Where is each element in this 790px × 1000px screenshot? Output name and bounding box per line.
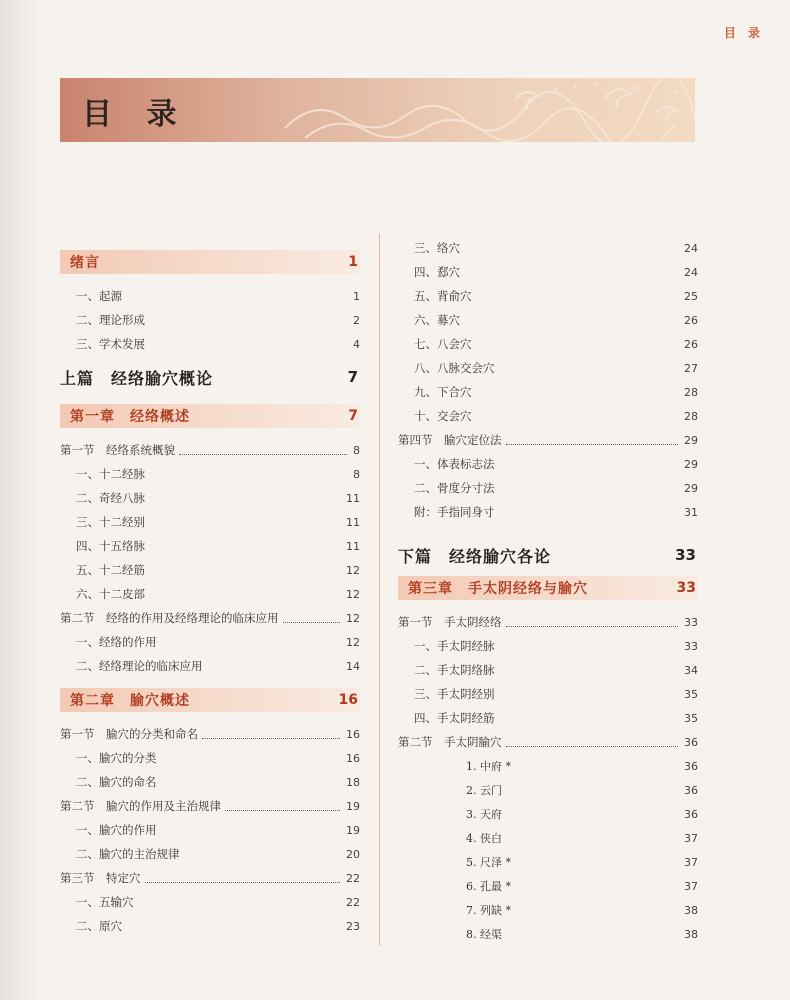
page-number: 19 (346, 823, 360, 837)
toc-entry[interactable] (60, 842, 360, 866)
page-number: 16 (346, 727, 360, 741)
toc-entry[interactable] (398, 356, 698, 380)
entry-label: 4. 侠白 (466, 832, 502, 845)
toc-part-1[interactable] (60, 360, 360, 394)
entry-label: 四、手太阴经筋 (414, 711, 495, 725)
chapter-title: 第三章 手太阴经络与腧穴 (408, 581, 588, 597)
page-number: 24 (684, 241, 698, 255)
toc-chapter-1[interactable] (60, 404, 360, 428)
page-gutter-shadow (0, 0, 40, 1000)
chapter-title: 绪言 (70, 255, 100, 271)
entry-label: 五、背俞穴 (414, 289, 472, 303)
entry-label: 1. 中府 * (466, 760, 511, 773)
section-label: 第二节 手太阴腧穴 (398, 735, 502, 749)
section-label: 第四节 腧穴定位法 (398, 433, 502, 447)
entry-label: 二、腧穴的命名 (76, 775, 157, 789)
dot-leader (506, 738, 679, 747)
entry-label: 一、经络的作用 (76, 635, 157, 649)
page-number: 38 (684, 927, 698, 941)
section-label: 第一节 经络系统概貌 (60, 443, 175, 457)
page-number: 8 (353, 443, 360, 457)
page-number: 28 (684, 385, 698, 399)
toc-entry[interactable] (398, 706, 698, 730)
page-number: 18 (346, 775, 360, 789)
page-number: 11 (346, 515, 360, 529)
page-number: 29 (684, 457, 698, 471)
entry-label: 三、十二经别 (76, 515, 145, 529)
page-number: 28 (684, 409, 698, 423)
toc-acupoint-entry[interactable] (398, 826, 698, 850)
page-number: 22 (346, 895, 360, 909)
toc-entry[interactable] (398, 332, 698, 356)
wave-ornament-icon (275, 78, 695, 142)
toc-acupoint-entry[interactable] (398, 922, 698, 946)
toc-entry[interactable] (60, 770, 360, 794)
toc-entry[interactable] (398, 476, 698, 500)
page-number: 37 (684, 879, 698, 893)
page-number: 20 (346, 847, 360, 861)
entry-label: 二、手太阴络脉 (414, 663, 495, 677)
toc-chapter-2[interactable] (60, 688, 360, 712)
toc-entry[interactable] (60, 332, 360, 356)
toc-acupoint-entry[interactable] (398, 754, 698, 778)
entry-label: 6. 孔最 * (466, 880, 511, 893)
toc-left-column (60, 250, 360, 938)
toc-section[interactable] (398, 730, 698, 754)
page-number: 36 (684, 735, 698, 749)
toc-entry[interactable] (398, 260, 698, 284)
entry-label: 一、体表标志法 (414, 457, 495, 471)
page-title: 目 录 (82, 97, 189, 132)
page-number: 24 (684, 265, 698, 279)
dot-leader (145, 874, 341, 883)
entry-label: 三、学术发展 (76, 337, 145, 351)
dot-leader (283, 614, 341, 623)
entry-label: 二、原穴 (76, 919, 122, 933)
section-label: 第二节 腧穴的作用及主治规律 (60, 799, 221, 813)
toc-section[interactable] (60, 438, 360, 462)
toc-entry[interactable] (60, 308, 360, 332)
page-number: 37 (684, 831, 698, 845)
page-number: 33 (684, 639, 698, 653)
entry-label: 七、八会穴 (414, 337, 472, 351)
entry-label: 一、手太阴经脉 (414, 639, 495, 653)
page-number: 29 (684, 481, 698, 495)
page-number: 1 (348, 254, 358, 270)
toc-acupoint-entry[interactable] (398, 874, 698, 898)
toc-entry[interactable] (398, 500, 698, 524)
page-number: 7 (347, 368, 358, 386)
dot-leader (202, 730, 340, 739)
toc-section[interactable] (398, 428, 698, 452)
dot-leader (506, 618, 679, 627)
page-number: 23 (346, 919, 360, 933)
page-number: 31 (684, 505, 698, 519)
column-divider (379, 234, 380, 946)
chapter-title: 第一章 经络概述 (70, 409, 190, 425)
section-label: 第一节 手太阴经络 (398, 615, 502, 629)
page-number: 16 (338, 692, 358, 708)
page-number: 19 (346, 799, 360, 813)
entry-label: 7. 列缺 * (466, 904, 511, 917)
toc-entry[interactable] (60, 914, 360, 938)
toc-right-column (398, 236, 698, 946)
toc-entry[interactable] (398, 452, 698, 476)
toc-title-banner (60, 78, 695, 142)
toc-section[interactable] (60, 722, 360, 746)
toc-entry[interactable] (60, 558, 360, 582)
page-number: 12 (346, 635, 360, 649)
entry-label: 四、郄穴 (414, 265, 460, 279)
page-number: 4 (353, 337, 360, 351)
page-number: 26 (684, 313, 698, 327)
page-number: 25 (684, 289, 698, 303)
entry-label: 十、交会穴 (414, 409, 472, 423)
entry-label: 一、十二经脉 (76, 467, 145, 481)
dot-leader (506, 436, 679, 445)
entry-label: 5. 尺泽 * (466, 856, 511, 869)
toc-section[interactable] (60, 606, 360, 630)
toc-entry[interactable] (398, 380, 698, 404)
toc-chapter-3[interactable] (398, 576, 698, 600)
running-head: 目 录 (723, 26, 764, 40)
page-number: 11 (346, 491, 360, 505)
toc-entry[interactable] (60, 284, 360, 308)
toc-entry[interactable] (60, 486, 360, 510)
page-number: 1 (353, 289, 360, 303)
toc-chapter-preface[interactable] (60, 250, 360, 274)
entry-label: 二、腧穴的主治规律 (76, 847, 180, 861)
entry-label: 四、十五络脉 (76, 539, 145, 553)
entry-label: 一、腧穴的分类 (76, 751, 157, 765)
toc-acupoint-entry[interactable] (398, 802, 698, 826)
toc-section[interactable] (398, 610, 698, 634)
entry-label: 六、募穴 (414, 313, 460, 327)
page-number: 7 (348, 408, 358, 424)
toc-entry[interactable] (398, 658, 698, 682)
page-number: 8 (353, 467, 360, 481)
page-number: 22 (346, 871, 360, 885)
page-number: 2 (353, 313, 360, 327)
entry-label: 二、经络理论的临床应用 (76, 659, 203, 673)
page-number: 37 (684, 855, 698, 869)
entry-label: 九、下合穴 (414, 385, 472, 399)
entry-label: 二、骨度分寸法 (414, 481, 495, 495)
toc-entry[interactable] (398, 682, 698, 706)
toc-entry[interactable] (398, 308, 698, 332)
section-label: 第二节 经络的作用及经络理论的临床应用 (60, 611, 279, 625)
page-number: 33 (675, 546, 696, 564)
page-number: 27 (684, 361, 698, 375)
toc-entry[interactable] (60, 582, 360, 606)
chapter-title: 第二章 腧穴概述 (70, 693, 190, 709)
page-number: 33 (676, 580, 696, 596)
entry-label: 六、十二皮部 (76, 587, 145, 601)
entry-label: 五、十二经筋 (76, 563, 145, 577)
dot-leader (225, 802, 340, 811)
toc-entry[interactable] (398, 236, 698, 260)
dot-leader (179, 446, 347, 455)
entry-label: 三、手太阴经别 (414, 687, 495, 701)
toc-entry[interactable] (398, 634, 698, 658)
section-label: 第一节 腧穴的分类和命名 (60, 727, 198, 741)
toc-entry[interactable] (60, 510, 360, 534)
toc-part-2[interactable] (398, 538, 698, 572)
page-number: 35 (684, 711, 698, 725)
entry-label: 八、八脉交会穴 (414, 361, 495, 375)
entry-label: 一、五输穴 (76, 895, 134, 909)
entry-label: 3. 天府 (466, 808, 502, 821)
part-title: 下篇 经络腧穴各论 (398, 546, 552, 566)
page-number: 36 (684, 807, 698, 821)
page-number: 29 (684, 433, 698, 447)
toc-entry[interactable] (60, 630, 360, 654)
toc-entry[interactable] (60, 654, 360, 678)
page-number: 14 (346, 659, 360, 673)
toc-section[interactable] (60, 794, 360, 818)
toc-acupoint-entry[interactable] (398, 898, 698, 922)
toc-entry[interactable] (60, 818, 360, 842)
entry-label: 一、起源 (76, 289, 122, 303)
entry-label: 附：手指同身寸 (414, 505, 495, 519)
entry-label: 二、理论形成 (76, 313, 145, 327)
page-number: 35 (684, 687, 698, 701)
toc-entry[interactable] (398, 404, 698, 428)
page-number: 38 (684, 903, 698, 917)
toc-entry[interactable] (60, 534, 360, 558)
toc-entry[interactable] (60, 462, 360, 486)
part-title: 上篇 经络腧穴概论 (60, 368, 214, 388)
page-number: 36 (684, 783, 698, 797)
page-number: 36 (684, 759, 698, 773)
page-number: 11 (346, 539, 360, 553)
toc-entry[interactable] (398, 284, 698, 308)
toc-acupoint-entry[interactable] (398, 778, 698, 802)
entry-label: 一、腧穴的作用 (76, 823, 157, 837)
toc-section[interactable] (60, 866, 360, 890)
toc-entry[interactable] (60, 890, 360, 914)
section-label: 第三节 特定穴 (60, 871, 141, 885)
entry-label: 8. 经渠 (466, 928, 502, 941)
page-number: 12 (346, 587, 360, 601)
page-number: 26 (684, 337, 698, 351)
page-number: 16 (346, 751, 360, 765)
page-number: 34 (684, 663, 698, 677)
toc-entry[interactable] (60, 746, 360, 770)
entry-label: 2. 云门 (466, 784, 502, 797)
toc-acupoint-entry[interactable] (398, 850, 698, 874)
entry-label: 二、奇经八脉 (76, 491, 145, 505)
page-number: 12 (346, 611, 360, 625)
page-number: 12 (346, 563, 360, 577)
page-number: 33 (684, 615, 698, 629)
entry-label: 三、络穴 (414, 241, 460, 255)
